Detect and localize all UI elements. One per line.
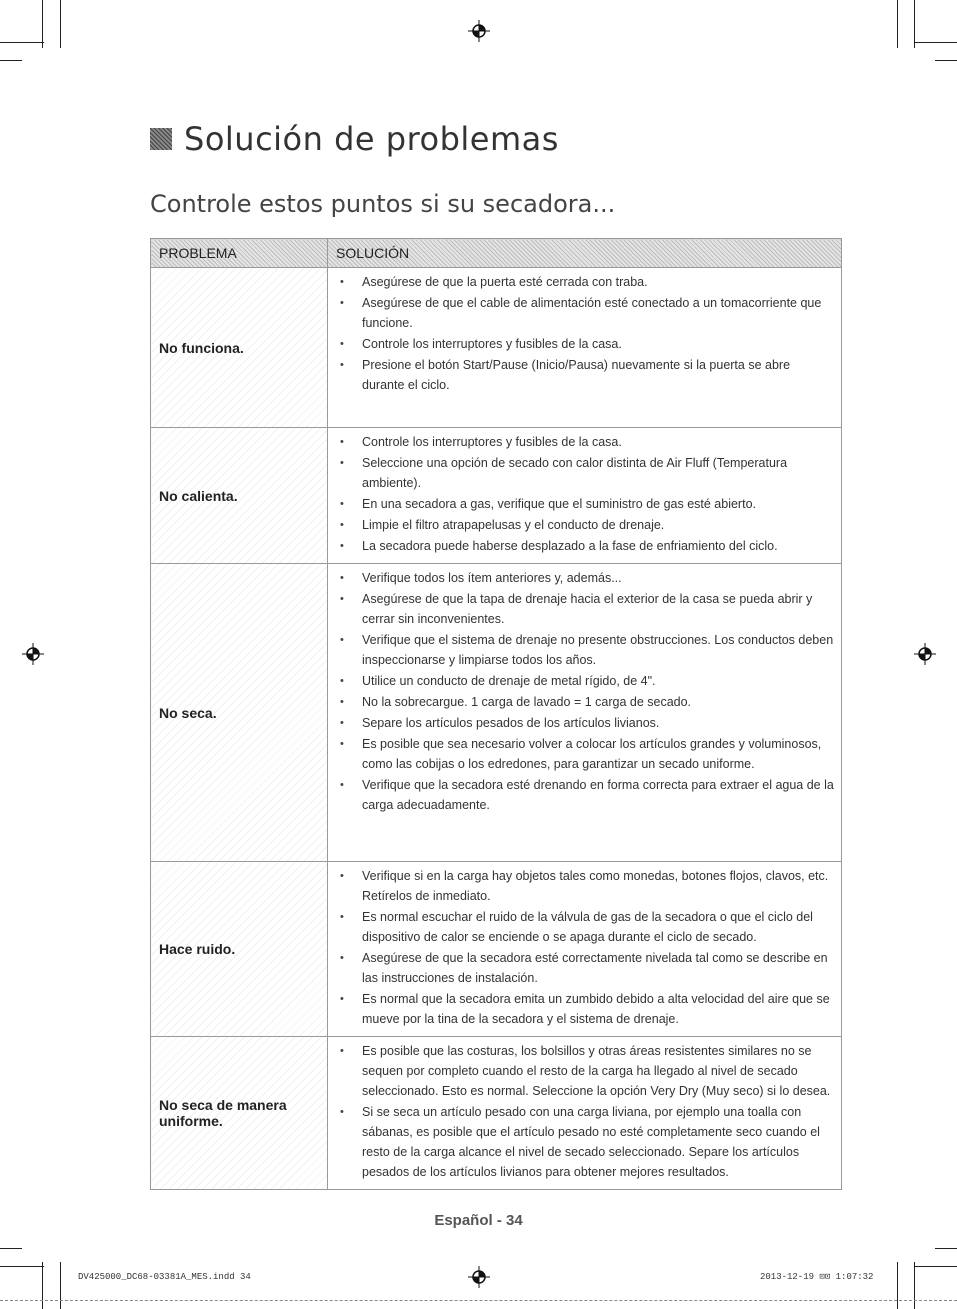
table-header-row	[151, 239, 842, 268]
crop-mark	[60, 0, 61, 48]
solution-item: • Es posible que sea necesario volver a colocar los artículos grandes y voluminosos, como las cobijas o los edredones, para garantizar un secado uniforme.	[336, 734, 835, 774]
problem-cell: No funciona.	[151, 268, 328, 428]
solution-item: • Asegúrese de que la puerta esté cerrada con traba.	[336, 272, 835, 292]
solution-item: • Es posible que las costuras, los bolsillos y otras áreas resistentes similares no se sequen por completo cuando el resto de la carga ha llegado al nivel de secado seleccionado. Esto es normal. Seleccione la opción Very Dry (Muy seco) si lo desea.	[336, 1041, 835, 1101]
solution-item: • Asegúrese de que el cable de alimentación esté conectado a un tomacorriente que funcione.	[336, 293, 835, 333]
table-row	[151, 862, 842, 1037]
solution-list	[336, 432, 835, 556]
crop-mark	[0, 42, 44, 43]
solution-item: • Verifique que el sistema de drenaje no presente obstrucciones. Los conductos deben inspeccionarse y limpiarse todos los años.	[336, 630, 835, 670]
crop-mark	[0, 60, 22, 61]
table-body	[151, 268, 842, 1190]
crop-mark	[0, 1266, 44, 1267]
crop-mark	[935, 1248, 957, 1249]
registration-mark-icon	[468, 1266, 490, 1288]
trim-line	[0, 1300, 957, 1301]
solution-cell	[328, 1037, 842, 1190]
solution-list	[336, 1041, 835, 1182]
crop-mark	[42, 0, 43, 48]
registration-mark-icon	[468, 20, 490, 42]
problem-cell: Hace ruido.	[151, 862, 328, 1037]
crop-mark	[935, 60, 957, 61]
solution-item: • Asegúrese de que la secadora esté correctamente nivelada tal como se describe en las instrucciones de instalación.	[336, 948, 835, 988]
solution-item: • En una secadora a gas, verifique que el suministro de gas esté abierto.	[336, 494, 835, 514]
section-heading	[150, 120, 559, 158]
crop-mark	[60, 1262, 61, 1309]
crop-mark	[42, 1262, 43, 1309]
table-row	[151, 268, 842, 428]
registration-mark-icon	[22, 643, 44, 665]
solution-list	[336, 866, 835, 1029]
solution-item: • Seleccione una opción de secado con calor distinta de Air Fluff (Temperatura ambiente).	[336, 453, 835, 493]
page-title: Solución de problemas	[184, 120, 559, 158]
crop-mark	[897, 0, 898, 48]
crop-mark	[0, 1248, 22, 1249]
solution-item: • Verifique si en la carga hay objetos tales como monedas, botones flojos, clavos, etc. Retírelos de inmediato.	[336, 866, 835, 906]
slug-timestamp: 2013-12-19 ⊡⊡ 1:07:32	[760, 1272, 874, 1282]
crop-mark	[914, 1266, 957, 1267]
solution-item: • Separe los artículos pesados de los artículos livianos.	[336, 713, 835, 733]
solution-item: • Controle los interruptores y fusibles de la casa.	[336, 432, 835, 452]
solution-item: • Asegúrese de que la tapa de drenaje hacia el exterior de la casa se pueda abrir y cerrar sin inconvenientes.	[336, 589, 835, 629]
problem-cell: No calienta.	[151, 428, 328, 564]
page-subtitle: Controle estos puntos si su secadora...	[150, 190, 616, 218]
slug-file-name: DV425000_DC68-03381A_MES.indd 34	[78, 1272, 251, 1282]
table-row	[151, 564, 842, 862]
column-header-solution: SOLUCIÓN	[328, 239, 842, 268]
solution-cell	[328, 564, 842, 862]
solution-item: • Presione el botón Start/Pause (Inicio/Pausa) nuevamente si la puerta se abre durante el ciclo.	[336, 355, 835, 395]
crop-mark	[914, 0, 915, 48]
crop-mark	[897, 1262, 898, 1309]
solution-cell	[328, 862, 842, 1037]
column-header-problem: PROBLEMA	[151, 239, 328, 268]
solution-item: • Si se seca un artículo pesado con una carga liviana, por ejemplo una toalla con sábanas, es posible que el artículo pesado no esté completamente seco cuando el resto de la carga alcance el nivel de secado seleccionado. Separe los artículos pesados de los artículos livianos para obtener mejores resultados.	[336, 1102, 835, 1182]
solution-item: • La secadora puede haberse desplazado a la fase de enfriamiento del ciclo.	[336, 536, 835, 556]
solution-item: • Es normal que la secadora emita un zumbido debido a alta velocidad del aire que se mueve por la tina de la secadora y el sistema de drenaje.	[336, 989, 835, 1029]
page-number: Español - 34	[434, 1212, 523, 1229]
solution-item: • Es normal escuchar el ruido de la válvula de gas de la secadora o que el ciclo del dispositivo de calor se enciende o se apaga durante el ciclo de secado.	[336, 907, 835, 947]
table-row	[151, 428, 842, 564]
crop-mark	[914, 42, 957, 43]
crop-mark	[914, 1262, 915, 1309]
table-row	[151, 1037, 842, 1190]
solution-list	[336, 272, 835, 395]
solution-item: • Verifique que la secadora esté drenando en forma correcta para extraer el agua de la carga adecuadamente.	[336, 775, 835, 815]
registration-mark-icon	[914, 643, 936, 665]
solution-item: • Controle los interruptores y fusibles de la casa.	[336, 334, 835, 354]
solution-cell	[328, 428, 842, 564]
problem-cell: No seca de manera uniforme.	[151, 1037, 328, 1190]
square-bullet-icon	[150, 128, 172, 150]
solution-cell	[328, 268, 842, 428]
solution-item: • Utilice un conducto de drenaje de metal rígido, de 4".	[336, 671, 835, 691]
problem-cell: No seca.	[151, 564, 328, 862]
solution-list	[336, 568, 835, 815]
troubleshooting-table	[150, 238, 842, 1190]
solution-item: • Limpie el filtro atrapapelusas y el conducto de drenaje.	[336, 515, 835, 535]
solution-item: • Verifique todos los ítem anteriores y, además...	[336, 568, 835, 588]
solution-item: • No la sobrecargue. 1 carga de lavado = 1 carga de secado.	[336, 692, 835, 712]
